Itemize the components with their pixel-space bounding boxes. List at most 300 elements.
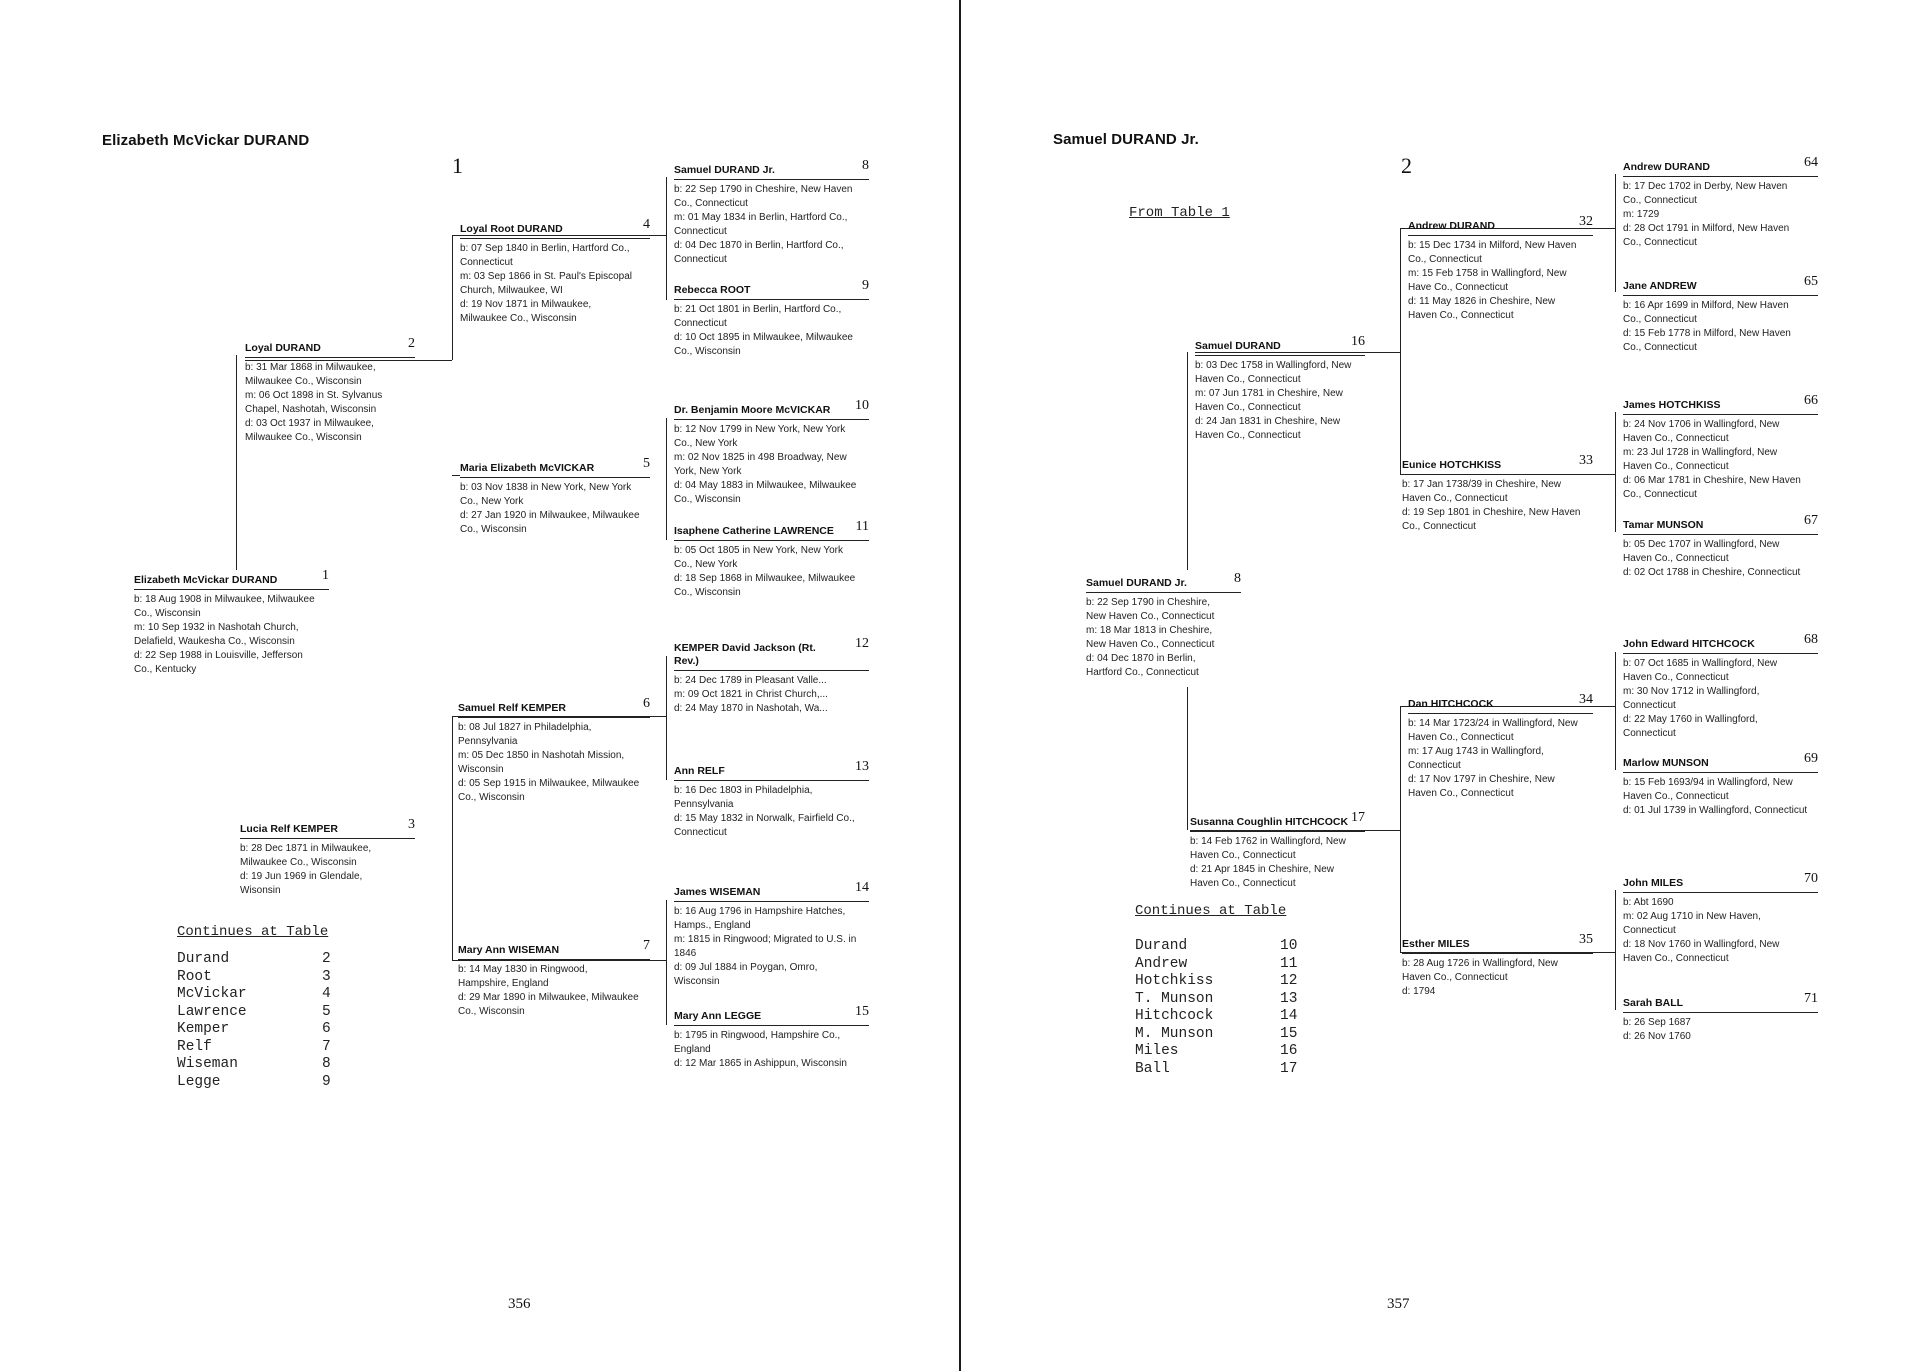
detail-line: m: 1729 bbox=[1623, 209, 1660, 220]
person-details bbox=[1195, 359, 1355, 443]
person-details bbox=[1623, 657, 1808, 741]
detail-line: b: 28 Dec 1871 in Milwaukee, Milwaukee Co., Wisconsin bbox=[240, 843, 372, 868]
detail-line: d: 03 Oct 1937 in Milwaukee, Milwaukee Co., Wisconsin bbox=[245, 418, 374, 443]
detail-line: m: 09 Oct 1821 in Christ Church,... bbox=[674, 689, 828, 700]
connector-vertical bbox=[1187, 687, 1188, 830]
detail-line: b: 03 Nov 1838 in New York, New York Co., New York bbox=[460, 482, 632, 507]
detail-line: d: 11 May 1826 in Cheshire, New Haven Co., Connecticut bbox=[1408, 296, 1556, 321]
person-underline bbox=[1402, 474, 1593, 475]
detail-line: b: 05 Oct 1805 in New York, New York Co., New York bbox=[674, 545, 843, 570]
person-name: Maria Elizabeth McVICKAR bbox=[460, 462, 595, 474]
surname: Relf bbox=[177, 1038, 212, 1055]
connector-vertical bbox=[1615, 890, 1616, 1010]
continues-row bbox=[177, 1004, 331, 1022]
table-ref: 13 bbox=[1280, 990, 1298, 1007]
connector-vertical bbox=[452, 716, 453, 960]
person-16 bbox=[1195, 334, 1365, 443]
detail-line: d: 27 Jan 1920 in Milwaukee, Milwaukee Co., Wisconsin bbox=[460, 510, 640, 535]
person-underline bbox=[1408, 235, 1593, 236]
detail-line: m: 15 Feb 1758 in Wallingford, New Have Co., Connecticut bbox=[1408, 268, 1567, 293]
person-name: Ann RELF bbox=[674, 765, 725, 777]
person-name: Elizabeth McVickar DURAND bbox=[134, 574, 278, 586]
ahnentafel-number: 32 bbox=[1579, 214, 1593, 229]
person-underline bbox=[1623, 892, 1818, 893]
person-underline bbox=[134, 589, 329, 590]
ahnentafel-number: 33 bbox=[1579, 453, 1593, 468]
person-underline bbox=[674, 419, 869, 420]
person-underline bbox=[1402, 953, 1593, 954]
connector-vertical bbox=[1615, 652, 1616, 770]
detail-line: m: 02 Aug 1710 in New Haven, Connecticut bbox=[1623, 911, 1761, 936]
detail-line: b: 24 Dec 1789 in Pleasant Valle... bbox=[674, 675, 827, 686]
table-ref: 8 bbox=[322, 1056, 331, 1072]
surname: McVickar bbox=[177, 986, 247, 1002]
person-12 bbox=[674, 636, 869, 716]
person-details bbox=[1623, 180, 1808, 250]
person-name: Lucia Relf KEMPER bbox=[240, 823, 339, 835]
detail-line: d: 29 Mar 1890 in Milwaukee, Milwaukee Co., Wisconsin bbox=[458, 992, 639, 1017]
person-underline bbox=[1623, 414, 1818, 415]
person-details bbox=[1623, 299, 1808, 355]
detail-line: d: 10 Oct 1895 in Milwaukee, Milwaukee Co., Wisconsin bbox=[674, 332, 853, 357]
surname: Durand bbox=[177, 951, 230, 967]
person-name: John MILES bbox=[1623, 877, 1684, 889]
person-name: Dr. Benjamin Moore McVICKAR bbox=[674, 404, 831, 416]
page-title: Samuel DURAND Jr. bbox=[1053, 131, 1199, 148]
detail-line: b: 26 Sep 1687 bbox=[1623, 1017, 1691, 1028]
ahnentafel-number: 11 bbox=[855, 519, 869, 534]
surname: Kemper bbox=[177, 1021, 230, 1037]
person-details bbox=[674, 544, 859, 600]
continues-row bbox=[177, 1021, 331, 1039]
person-name: Andrew DURAND bbox=[1408, 220, 1495, 232]
detail-line: d: 04 Dec 1870 in Berlin, Hartford Co., Connecticut bbox=[1086, 653, 1199, 678]
person-name: Mary Ann WISEMAN bbox=[458, 944, 560, 956]
surname: T. Munson bbox=[1135, 990, 1214, 1007]
continues-list bbox=[177, 951, 331, 1091]
right-page bbox=[961, 0, 1920, 1371]
detail-line: d: 04 Dec 1870 in Berlin, Hartford Co., Connecticut bbox=[674, 240, 844, 265]
person-17 bbox=[1190, 810, 1365, 891]
person-underline bbox=[1190, 831, 1365, 832]
person-name: Mary Ann LEGGE bbox=[674, 1010, 762, 1022]
person-details bbox=[240, 842, 405, 898]
detail-line: b: 07 Sep 1840 in Berlin, Hartford Co., Connecticut bbox=[460, 243, 630, 268]
person-details bbox=[674, 1029, 859, 1071]
person-details bbox=[134, 593, 319, 677]
person-underline bbox=[674, 1025, 869, 1026]
detail-line: m: 23 Jul 1728 in Wallingford, New Haven Co., Connecticut bbox=[1623, 447, 1778, 472]
person-details bbox=[458, 721, 640, 805]
continues-row bbox=[1135, 956, 1297, 974]
surname: M. Munson bbox=[1135, 1025, 1214, 1042]
person-underline bbox=[240, 838, 415, 839]
detail-line: b: 15 Feb 1693/94 in Wallingford, New Haven Co., Connecticut bbox=[1623, 777, 1793, 802]
person-8 bbox=[674, 158, 869, 267]
detail-line: d: 19 Jun 1969 in Glendale, Wisonsin bbox=[240, 871, 363, 896]
person-66 bbox=[1623, 393, 1818, 502]
detail-line: b: 16 Aug 1796 in Hampshire Hatches, Hamps., England bbox=[674, 906, 846, 931]
person-13 bbox=[674, 759, 869, 840]
continues-heading: Continues at Table bbox=[1135, 903, 1287, 919]
connector-vertical bbox=[1400, 706, 1401, 952]
detail-line: d: 24 May 1870 in Nashotah, Wa... bbox=[674, 703, 828, 714]
continues-row bbox=[1135, 1061, 1297, 1079]
table-ref: 3 bbox=[322, 968, 331, 985]
detail-line: d: 19 Nov 1871 in Milwaukee, Milwaukee Co., Wisconsin bbox=[460, 299, 592, 324]
person-underline bbox=[1623, 295, 1818, 296]
detail-line: b: Abt 1690 bbox=[1623, 897, 1674, 908]
connector-vertical bbox=[1615, 174, 1616, 292]
table-number: 2 bbox=[1401, 153, 1412, 178]
detail-line: b: 12 Nov 1799 in New York, New York Co., New York bbox=[674, 424, 846, 449]
person-details bbox=[674, 905, 859, 989]
person-65 bbox=[1623, 274, 1818, 355]
ahnentafel-number: 65 bbox=[1804, 274, 1818, 289]
continues-row bbox=[1135, 973, 1297, 991]
person-details bbox=[674, 784, 859, 840]
person-underline bbox=[1623, 176, 1818, 177]
person-details bbox=[1402, 478, 1583, 534]
from-table-note: From Table 1 bbox=[1129, 205, 1230, 221]
detail-line: b: 03 Dec 1758 in Wallingford, New Haven Co., Connecticut bbox=[1195, 360, 1352, 385]
person-name: Marlow MUNSON bbox=[1623, 757, 1709, 769]
ahnentafel-number: 6 bbox=[643, 696, 650, 711]
table-ref: 15 bbox=[1280, 1025, 1298, 1042]
person-details bbox=[460, 481, 640, 537]
table-ref: 2 bbox=[322, 951, 331, 967]
person-underline bbox=[460, 477, 650, 478]
page-title: Elizabeth McVickar DURAND bbox=[102, 132, 310, 149]
person-2 bbox=[245, 336, 415, 445]
ahnentafel-number: 68 bbox=[1804, 632, 1818, 647]
continues-row bbox=[1135, 1043, 1297, 1061]
continues-row bbox=[1135, 938, 1297, 956]
person-details bbox=[674, 183, 859, 267]
detail-line: d: 04 May 1883 in Milwaukee, Milwaukee Co., Wisconsin bbox=[674, 480, 857, 505]
continues-row bbox=[177, 969, 331, 987]
continues-row bbox=[1135, 1026, 1297, 1044]
person-name: Eunice HOTCHKISS bbox=[1402, 459, 1502, 471]
person-7 bbox=[458, 938, 650, 1019]
connector-vertical bbox=[666, 177, 667, 300]
ahnentafel-number: 3 bbox=[408, 817, 415, 832]
person-35 bbox=[1402, 932, 1593, 999]
detail-line: b: 22 Sep 1790 in Cheshire, New Haven Co., Connecticut bbox=[674, 184, 853, 209]
ahnentafel-number: 67 bbox=[1804, 513, 1818, 528]
person-underline bbox=[1623, 653, 1818, 654]
person-underline bbox=[674, 780, 869, 781]
detail-line: m: 06 Oct 1898 in St. Sylvanus Chapel, Nashotah, Wisconsin bbox=[245, 390, 383, 415]
detail-line: m: 07 Jun 1781 in Cheshire, New Haven Co., Connecticut bbox=[1195, 388, 1343, 413]
connector-horizontal bbox=[452, 475, 460, 476]
person-underline bbox=[674, 540, 869, 541]
ahnentafel-number: 17 bbox=[1351, 810, 1365, 825]
detail-line: d: 18 Sep 1868 in Milwaukee, Milwaukee Co., Wisconsin bbox=[674, 573, 856, 598]
connector-vertical bbox=[1187, 352, 1188, 570]
ahnentafel-number: 70 bbox=[1804, 871, 1818, 886]
person-67 bbox=[1623, 513, 1818, 580]
person-underline bbox=[458, 717, 650, 718]
ahnentafel-number: 14 bbox=[855, 880, 869, 895]
surname: Miles bbox=[1135, 1043, 1179, 1059]
person-underline bbox=[1623, 534, 1818, 535]
detail-line: b: 17 Dec 1702 in Derby, New Haven Co., Connecticut bbox=[1623, 181, 1788, 206]
person-details bbox=[1408, 717, 1583, 801]
detail-line: b: 05 Dec 1707 in Wallingford, New Haven Co., Connecticut bbox=[1623, 539, 1780, 564]
detail-line: d: 1794 bbox=[1402, 986, 1436, 997]
person-14 bbox=[674, 880, 869, 989]
detail-line: d: 12 Mar 1865 in Ashippun, Wisconsin bbox=[674, 1058, 847, 1069]
connector-vertical bbox=[666, 900, 667, 1025]
detail-line: d: 02 Oct 1788 in Cheshire, Connecticut bbox=[1623, 567, 1801, 578]
surname: Lawrence bbox=[177, 1003, 247, 1020]
person-details bbox=[1623, 538, 1808, 580]
person-details bbox=[1623, 776, 1808, 818]
detail-line: b: 24 Nov 1706 in Wallingford, New Haven Co., Connecticut bbox=[1623, 419, 1780, 444]
detail-line: d: 15 Feb 1778 in Milford, New Haven Co., Connecticut bbox=[1623, 328, 1791, 353]
person-underline bbox=[674, 670, 869, 671]
person-9 bbox=[674, 278, 869, 359]
person-5 bbox=[460, 456, 650, 537]
ahnentafel-number: 7 bbox=[643, 938, 650, 953]
ahnentafel-number: 12 bbox=[855, 636, 869, 651]
table-ref: 11 bbox=[1280, 955, 1298, 972]
detail-line: d: 28 Oct 1791 in Milford, New Haven Co., Connecticut bbox=[1623, 223, 1790, 248]
person-name: James WISEMAN bbox=[674, 886, 761, 898]
ahnentafel-number: 8 bbox=[1234, 571, 1241, 586]
continues-row bbox=[177, 951, 331, 969]
detail-line: m: 02 Nov 1825 in 498 Broadway, New York, New York bbox=[674, 452, 847, 477]
ahnentafel-number: 8 bbox=[862, 158, 869, 173]
person-33 bbox=[1402, 453, 1593, 534]
person-underline bbox=[674, 179, 869, 180]
person-71 bbox=[1623, 991, 1818, 1044]
detail-line: m: 1815 in Ringwood; Migrated to U.S. in 1846 bbox=[674, 934, 857, 959]
person-underline bbox=[1623, 1012, 1818, 1013]
person-details bbox=[1623, 418, 1808, 502]
person-details bbox=[1086, 596, 1231, 680]
ahnentafel-number: 71 bbox=[1804, 991, 1818, 1006]
continues-heading: Continues at Table bbox=[177, 924, 329, 940]
person-name: KEMPER David Jackson (Rt. Rev.) bbox=[674, 642, 816, 667]
continues-row bbox=[177, 1074, 331, 1092]
person-name: Sarah BALL bbox=[1623, 997, 1684, 1009]
detail-line: b: 14 Mar 1723/24 in Wallingford, New Haven Co., Connecticut bbox=[1408, 718, 1578, 743]
detail-line: b: 14 May 1830 in Ringwood, Hampshire, England bbox=[458, 964, 588, 989]
continues-row bbox=[177, 1039, 331, 1057]
person-details bbox=[1623, 1016, 1808, 1044]
ahnentafel-number: 4 bbox=[643, 217, 650, 232]
person-details bbox=[1402, 957, 1583, 999]
surname: Andrew bbox=[1135, 955, 1188, 972]
connector-vertical bbox=[1615, 412, 1616, 532]
table-ref: 16 bbox=[1280, 1043, 1298, 1059]
person-details bbox=[674, 303, 859, 359]
left-page bbox=[0, 0, 959, 1371]
person-name: Loyal Root DURAND bbox=[460, 223, 563, 235]
table-number: 1 bbox=[452, 153, 463, 178]
person-name: Samuel DURAND Jr. bbox=[674, 164, 775, 176]
person-name: Tamar MUNSON bbox=[1623, 519, 1704, 531]
detail-line: b: 21 Oct 1801 in Berlin, Hartford Co., Connecticut bbox=[674, 304, 842, 329]
detail-line: d: 05 Sep 1915 in Milwaukee, Milwaukee Co., Wisconsin bbox=[458, 778, 640, 803]
person-details bbox=[1623, 896, 1808, 966]
surname: Hotchkiss bbox=[1135, 973, 1214, 989]
table-ref: 4 bbox=[322, 986, 331, 1002]
person-underline bbox=[458, 959, 650, 960]
continues-row bbox=[1135, 1008, 1297, 1026]
person-underline bbox=[674, 901, 869, 902]
person-11 bbox=[674, 519, 869, 600]
ahnentafel-number: 15 bbox=[855, 1004, 869, 1019]
detail-line: b: 18 Aug 1908 in Milwaukee, Milwaukee Co., Wisconsin bbox=[134, 594, 315, 619]
detail-line: m: 18 Mar 1813 in Cheshire, New Haven Co., Connecticut bbox=[1086, 625, 1215, 650]
detail-line: d: 06 Mar 1781 in Cheshire, New Haven Co., Connecticut bbox=[1623, 475, 1801, 500]
person-70 bbox=[1623, 871, 1818, 966]
table-ref: 6 bbox=[322, 1021, 331, 1037]
detail-line: d: 21 Apr 1845 in Cheshire, New Haven Co., Connecticut bbox=[1190, 864, 1334, 889]
detail-line: d: 15 May 1832 in Norwalk, Fairfield Co., Connecticut bbox=[674, 813, 855, 838]
continues-list bbox=[1135, 938, 1297, 1078]
ahnentafel-number: 64 bbox=[1804, 155, 1818, 170]
detail-line: d: 24 Jan 1831 in Cheshire, New Haven Co., Connecticut bbox=[1195, 416, 1341, 441]
continues-row bbox=[177, 1056, 331, 1074]
person-details bbox=[1190, 835, 1355, 891]
person-name: Rebecca ROOT bbox=[674, 284, 751, 296]
ahnentafel-number: 2 bbox=[408, 336, 415, 351]
connector-vertical bbox=[666, 656, 667, 780]
person-name: Samuel Relf KEMPER bbox=[458, 702, 566, 714]
detail-line: b: 07 Oct 1685 in Wallingford, New Haven Co., Connecticut bbox=[1623, 658, 1778, 683]
ahnentafel-number: 5 bbox=[643, 456, 650, 471]
person-3 bbox=[240, 817, 415, 898]
ahnentafel-number: 9 bbox=[862, 278, 869, 293]
detail-line: b: 16 Dec 1803 in Philadelphia, Pennsylvania bbox=[674, 785, 813, 810]
detail-line: m: 05 Dec 1850 in Nashotah Mission, Wisconsin bbox=[458, 750, 625, 775]
surname: Root bbox=[177, 968, 212, 985]
detail-line: b: 1795 in Ringwood, Hampshire Co., England bbox=[674, 1030, 841, 1055]
detail-line: b: 16 Apr 1699 in Milford, New Haven Co., Connecticut bbox=[1623, 300, 1789, 325]
surname: Hitchcock bbox=[1135, 1008, 1214, 1024]
person-underline bbox=[1195, 355, 1365, 356]
person-10 bbox=[674, 398, 869, 507]
surname: Wiseman bbox=[177, 1056, 238, 1072]
person-name: Samuel DURAND Jr. bbox=[1086, 577, 1187, 589]
person-32 bbox=[1408, 214, 1593, 323]
person-name: Samuel DURAND bbox=[1195, 340, 1281, 352]
person-name: Isaphene Catherine LAWRENCE bbox=[674, 525, 834, 537]
detail-line: d: 22 May 1760 in Wallingford, Connecticut bbox=[1623, 714, 1758, 739]
connector-vertical bbox=[1400, 228, 1401, 474]
table-ref: 14 bbox=[1280, 1008, 1298, 1024]
person-underline bbox=[1408, 713, 1593, 714]
ahnentafel-number: 1 bbox=[322, 568, 329, 583]
person-1 bbox=[134, 568, 329, 677]
continues-row bbox=[177, 986, 331, 1004]
detail-line: d: 19 Sep 1801 in Cheshire, New Haven Co., Connecticut bbox=[1402, 507, 1581, 532]
ahnentafel-number: 69 bbox=[1804, 751, 1818, 766]
surname: Legge bbox=[177, 1073, 221, 1090]
person-name: Loyal DURAND bbox=[245, 342, 321, 354]
detail-line: m: 30 Nov 1712 in Wallingford, Connecticut bbox=[1623, 686, 1760, 711]
detail-line: m: 10 Sep 1932 in Nashotah Church, Delafield, Waukesha Co., Wisconsin bbox=[134, 622, 299, 647]
person-6 bbox=[458, 696, 650, 805]
person-underline bbox=[1086, 592, 1241, 593]
connector-vertical bbox=[666, 418, 667, 540]
ahnentafel-number: 16 bbox=[1351, 334, 1365, 349]
detail-line: b: 22 Sep 1790 in Cheshire, New Haven Co., Connecticut bbox=[1086, 597, 1215, 622]
person-name: John Edward HITCHCOCK bbox=[1623, 638, 1755, 650]
person-15 bbox=[674, 1004, 869, 1071]
table-ref: 7 bbox=[322, 1038, 331, 1055]
detail-line: b: 08 Jul 1827 in Philadelphia, Pennsylvania bbox=[458, 722, 592, 747]
person-name: Susanna Coughlin HITCHCOCK bbox=[1190, 816, 1349, 828]
detail-line: d: 18 Nov 1760 in Wallingford, New Haven Co., Connecticut bbox=[1623, 939, 1780, 964]
detail-line: b: 14 Feb 1762 in Wallingford, New Haven Co., Connecticut bbox=[1190, 836, 1346, 861]
person-details bbox=[674, 674, 859, 716]
ahnentafel-number: 34 bbox=[1579, 692, 1593, 707]
detail-line: m: 01 May 1834 in Berlin, Hartford Co., Connecticut bbox=[674, 212, 848, 237]
person-8 bbox=[1086, 571, 1241, 680]
table-ref: 12 bbox=[1280, 973, 1298, 989]
person-name: James HOTCHKISS bbox=[1623, 399, 1721, 411]
person-details bbox=[460, 242, 640, 326]
person-64 bbox=[1623, 155, 1818, 250]
detail-line: d: 01 Jul 1739 in Wallingford, Connecticut bbox=[1623, 805, 1808, 816]
person-details bbox=[1408, 239, 1583, 323]
person-details bbox=[245, 361, 405, 445]
person-underline bbox=[1623, 772, 1818, 773]
page-number: 356 bbox=[508, 1296, 531, 1312]
person-name: Esther MILES bbox=[1402, 938, 1470, 950]
table-ref: 9 bbox=[322, 1073, 331, 1090]
detail-line: b: 17 Jan 1738/39 in Cheshire, New Haven Co., Connecticut bbox=[1402, 479, 1561, 504]
ahnentafel-number: 13 bbox=[855, 759, 869, 774]
person-details bbox=[458, 963, 640, 1019]
detail-line: m: 17 Aug 1743 in Wallingford, Connecticut bbox=[1408, 746, 1544, 771]
ahnentafel-number: 10 bbox=[855, 398, 869, 413]
detail-line: d: 17 Nov 1797 in Cheshire, New Haven Co., Connecticut bbox=[1408, 774, 1555, 799]
table-ref: 17 bbox=[1280, 1060, 1298, 1077]
surname: Ball bbox=[1135, 1060, 1170, 1077]
detail-line: b: 31 Mar 1868 in Milwaukee, Milwaukee Co., Wisconsin bbox=[245, 362, 376, 387]
detail-line: m: 03 Sep 1866 in St. Paul's Episcopal Church, Milwaukee, WI bbox=[460, 271, 633, 296]
detail-line: b: 28 Aug 1726 in Wallingford, New Haven Co., Connecticut bbox=[1402, 958, 1558, 983]
person-details bbox=[674, 423, 859, 507]
table-ref: 5 bbox=[322, 1003, 331, 1020]
ahnentafel-number: 66 bbox=[1804, 393, 1818, 408]
person-underline bbox=[674, 299, 869, 300]
detail-line: b: 15 Dec 1734 in Milford, New Haven Co., Connecticut bbox=[1408, 240, 1577, 265]
person-name: Jane ANDREW bbox=[1623, 280, 1697, 292]
person-34 bbox=[1408, 692, 1593, 801]
detail-line: d: 26 Nov 1760 bbox=[1623, 1031, 1691, 1042]
person-underline bbox=[460, 238, 650, 239]
person-4 bbox=[460, 217, 650, 326]
table-ref: 10 bbox=[1280, 938, 1298, 954]
person-underline bbox=[245, 357, 415, 358]
page-number: 357 bbox=[1387, 1296, 1410, 1312]
continues-row bbox=[1135, 991, 1297, 1009]
surname: Durand bbox=[1135, 938, 1188, 954]
person-69 bbox=[1623, 751, 1818, 818]
connector-vertical bbox=[452, 235, 453, 360]
detail-line: d: 09 Jul 1884 in Poygan, Omro, Wisconsin bbox=[674, 962, 818, 987]
ahnentafel-number: 35 bbox=[1579, 932, 1593, 947]
connector-vertical bbox=[236, 355, 237, 570]
person-name: Dan HITCHCOCK bbox=[1408, 698, 1494, 710]
